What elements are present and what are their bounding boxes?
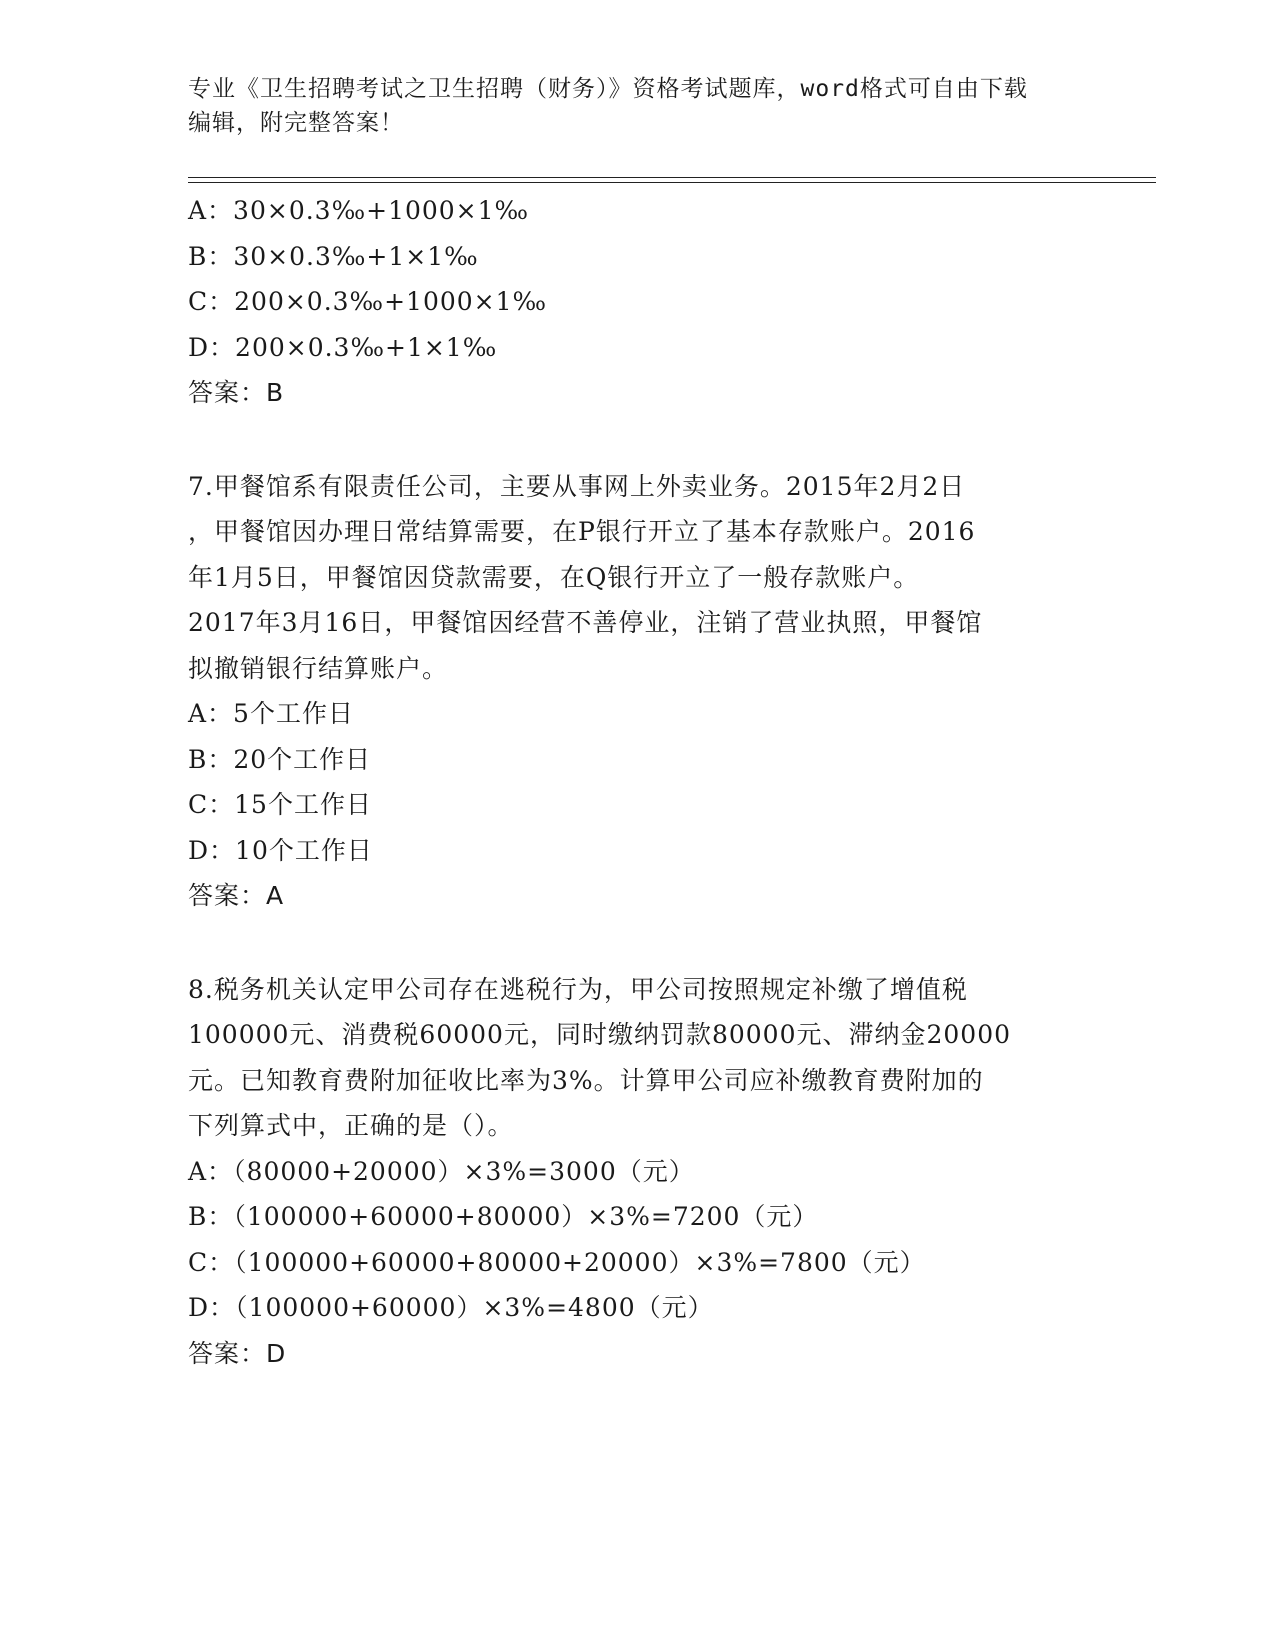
option-c: C：（100000+60000+80000+20000）×3%=7800（元） <box>188 1247 926 1277</box>
header-divider-bottom <box>188 182 1156 183</box>
question-text-line: 拟撤销银行结算账户。 <box>188 653 449 683</box>
question-text-line: 年1月5日，甲餐馆因贷款需要，在Q银行开立了一般存款账户。 <box>188 562 920 592</box>
option-b: B：20个工作日 <box>188 744 372 774</box>
question-text-line: ，甲餐馆因办理日常结算需要，在P银行开立了基本存款账户。2016 <box>188 517 976 546</box>
question-text-line: 7.甲餐馆系有限责任公司，主要从事网上外卖业务。2015年2月2日 <box>188 471 966 501</box>
option-a: A：30×0.3‰+1000×1‰ <box>188 196 530 225</box>
answer: 答案：A <box>188 881 285 910</box>
question-text-line: 下列算式中，正确的是（）。 <box>188 1111 514 1140</box>
option-d: D：（100000+60000）×3%=4800（元） <box>188 1293 714 1322</box>
spacer <box>188 919 1088 967</box>
option-d: D：200×0.3‰+1×1‰ <box>188 332 498 362</box>
question-text-line: 2017年3月16日，甲餐馆因经营不善停业，注销了营业执照，甲餐馆 <box>188 608 983 637</box>
question-text-line: 元。已知教育费附加征收比率为3%。计算甲公司应补缴教育费附加的 <box>188 1065 984 1095</box>
header-divider-top <box>188 177 1156 178</box>
document-body <box>188 188 1088 1376</box>
question-6 <box>188 188 1088 416</box>
option-c: C：200×0.3‰+1000×1‰ <box>188 287 548 316</box>
spacer <box>188 416 1088 464</box>
question-text-line: 100000元、消费税60000元，同时缴纳罚款80000元、滞纳金20000 <box>188 1020 1012 1049</box>
option-a: A：（80000+20000）×3%=3000（元） <box>188 1156 695 1186</box>
option-c: C：15个工作日 <box>188 790 372 819</box>
header-line-1: 专业《卫生招聘考试之卫生招聘（财务）》资格考试题库，word格式可自由下载 <box>188 76 1028 102</box>
option-d: D：10个工作日 <box>188 835 373 865</box>
answer: 答案：B <box>188 378 285 407</box>
option-b: B：30×0.3‰+1×1‰ <box>188 241 479 271</box>
option-a: A：5个工作日 <box>188 699 354 728</box>
question-7 <box>188 464 1088 919</box>
page-header <box>188 72 1088 140</box>
header-line-2: 编辑，附完整答案！ <box>188 110 404 136</box>
option-b: B：（100000+60000+80000）×3%=7200（元） <box>188 1202 819 1231</box>
answer: 答案：D <box>188 1338 287 1368</box>
question-text-line: 8.税务机关认定甲公司存在逃税行为，甲公司按照规定补缴了增值税 <box>188 974 968 1004</box>
question-8 <box>188 967 1088 1377</box>
